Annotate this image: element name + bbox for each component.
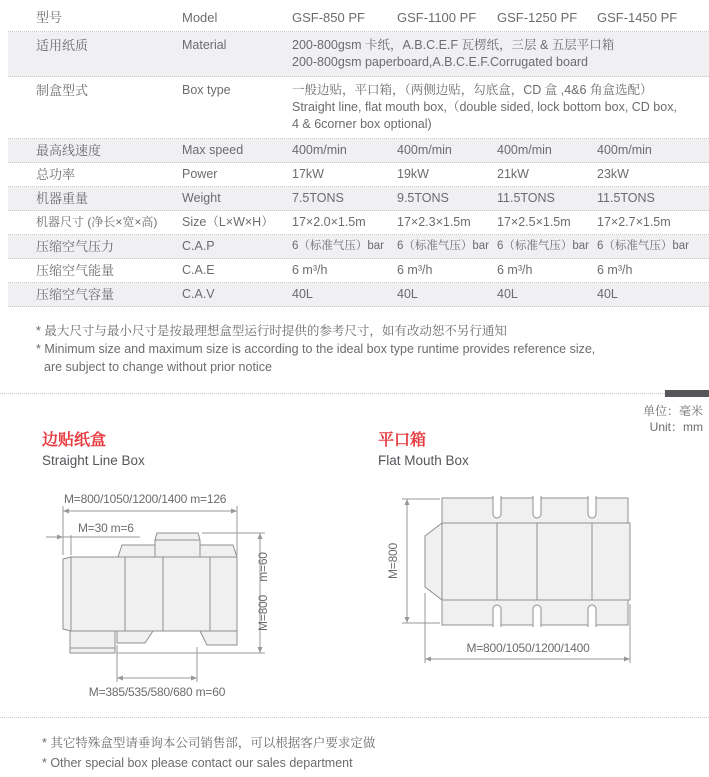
bottom-flap-right	[200, 631, 237, 645]
top-flap-right	[200, 545, 237, 557]
table-row-boxtype	[8, 77, 709, 139]
value: 17kW	[292, 167, 324, 181]
heading-en: Flat Mouth Box	[378, 453, 469, 468]
dim-label-height: M=800	[386, 542, 400, 580]
section-divider	[0, 393, 709, 394]
label-en: Size（L×W×H）	[182, 215, 274, 229]
value: 400m/min	[397, 143, 452, 157]
label-en: Max speed	[182, 143, 244, 157]
value: 11.5TONS	[497, 191, 555, 205]
value: 19kW	[397, 167, 429, 181]
blank-body	[442, 523, 630, 600]
note-en: * Other special box please contact our sales department	[42, 756, 353, 770]
straight-line-box-diagram	[34, 485, 354, 710]
table-row-material	[8, 32, 709, 77]
value: 6 m³/h	[497, 263, 533, 277]
label-cn: 压缩空气容量	[36, 287, 115, 302]
table-row-size	[8, 211, 709, 235]
value: 400m/min	[292, 143, 347, 157]
label-en: Model	[182, 10, 218, 25]
value: 400m/min	[597, 143, 652, 157]
unit-note	[643, 403, 703, 435]
value: 6 m³/h	[397, 263, 433, 277]
value: 23kW	[597, 167, 629, 181]
table-row-power	[8, 163, 709, 187]
label-en: Power	[182, 167, 218, 181]
spec-table	[8, 4, 709, 307]
bottom-flap-mid	[117, 631, 153, 643]
value: 6 m³/h	[597, 263, 633, 277]
label-cn: 适用纸质	[36, 38, 89, 53]
size-disclaimer-notes	[36, 322, 595, 376]
label-cn: 机器重量	[36, 191, 89, 206]
value: 6 m³/h	[292, 263, 328, 277]
glue-flap	[425, 523, 442, 600]
top-flap-center	[155, 533, 200, 557]
dim-label-bottom: M=385/535/580/680 m=60	[88, 685, 226, 699]
label-cn: 机器尺寸 (净长×宽×高)	[36, 215, 158, 229]
label-cn: 型号	[36, 10, 63, 25]
glue-flap	[63, 557, 71, 631]
material-value	[292, 37, 709, 71]
bottom-divider	[0, 717, 709, 718]
label-en: C.A.V	[182, 287, 215, 301]
divider-accent-block	[665, 390, 709, 397]
dim-label-flap: M=30 m=6	[78, 521, 134, 535]
table-row-weight	[8, 187, 709, 211]
value: 6（标准气压）bar	[497, 240, 590, 252]
value: 40L	[292, 287, 313, 301]
heading-straight-line-box	[42, 432, 145, 468]
value: 17×2.3×1.5m	[397, 215, 471, 229]
material-line-cn: 200-800gsm 卡纸，A.B.C.E.F 瓦楞纸，三层 & 五层平口箱	[292, 38, 615, 52]
label-cn: 压缩空气压力	[36, 239, 115, 254]
model-value: GSF-850 PF	[292, 10, 365, 25]
unit-en: Unit：mm	[649, 420, 703, 434]
label-en: C.A.P	[182, 239, 215, 253]
value: 6（标准气压）bar	[292, 240, 385, 252]
label-cn: 制盒型式	[36, 83, 89, 98]
bottom-flap-left	[70, 631, 115, 648]
model-value: GSF-1100 PF	[397, 10, 477, 25]
label-cn: 压缩空气能量	[36, 263, 115, 278]
heading-flat-mouth-box	[378, 432, 469, 468]
value: 40L	[497, 287, 518, 301]
label-en: C.A.E	[182, 263, 215, 277]
value: 6（标准气压）bar	[397, 240, 490, 252]
value: 40L	[597, 287, 618, 301]
heading-cn: 平口箱	[378, 432, 427, 449]
value: 11.5TONS	[597, 191, 655, 205]
heading-cn: 边贴纸盒	[42, 432, 107, 449]
note-cn: * 其它特殊盒型请垂询本公司销售部，可以根据客户要求定做	[42, 736, 376, 750]
value: 17×2.7×1.5m	[597, 215, 671, 229]
value: 17×2.5×1.5m	[497, 215, 571, 229]
bottom-flap-strip	[70, 648, 115, 653]
label-en: Box type	[182, 83, 231, 97]
label-cn: 最高线速度	[36, 143, 102, 158]
heading-en: Straight Line Box	[42, 453, 145, 468]
boxtype-line-en2: 4 & 6corner box optional)	[292, 117, 432, 131]
table-row-cae	[8, 259, 709, 283]
unit-cn: 单位：毫米	[642, 404, 703, 418]
model-value: GSF-1450 PF	[597, 10, 678, 25]
dim-label-width: M=800/1050/1200/1400	[466, 641, 590, 655]
boxtype-line-cn: 一般边贴，平口箱，（两侧边贴，勾底盒，CD 盒 ,4&6 角盒选配）	[292, 83, 653, 97]
table-row-cav	[8, 283, 709, 307]
note-cn: * 最大尺寸与最小尺寸是按最理想盒型运行时提供的参考尺寸，如有改动恕不另行通知	[36, 324, 507, 338]
boxtype-line-en: Straight line, flat mouth box,（double sided, lock bottom box, CD box,	[292, 100, 677, 114]
value: 21kW	[497, 167, 529, 181]
value: 9.5TONS	[397, 191, 449, 205]
top-flap-left	[118, 545, 155, 557]
value: 40L	[397, 287, 418, 301]
table-row-maxspeed	[8, 139, 709, 163]
value: 400m/min	[497, 143, 552, 157]
value: 7.5TONS	[292, 191, 344, 205]
model-value: GSF-1250 PF	[497, 10, 578, 25]
blank-body	[71, 557, 237, 631]
flat-mouth-box-diagram	[378, 485, 678, 675]
material-line-en: 200-800gsm paperboard,A.B.C.E.F.Corrugated board	[292, 55, 589, 69]
note-en-cont: are subject to change without prior notice	[44, 360, 272, 374]
dim-label-body-height: M=800	[256, 594, 270, 632]
value: 17×2.0×1.5m	[292, 215, 366, 229]
boxtype-value	[292, 82, 709, 133]
label-en: Weight	[182, 191, 221, 205]
value: 6（标准气压）bar	[597, 240, 690, 252]
dim-label-top: M=800/1050/1200/1400 m=126	[64, 492, 227, 506]
dim-label-flap-height: m=60	[256, 552, 270, 582]
label-cn: 总功率	[36, 167, 76, 182]
note-en: * Minimum size and maximum size is according to the ideal box type runtime provides reference size,	[36, 342, 596, 356]
custom-box-notes	[42, 733, 375, 773]
table-row-cap	[8, 235, 709, 259]
label-en: Material	[182, 38, 227, 52]
table-row-model	[8, 4, 709, 32]
